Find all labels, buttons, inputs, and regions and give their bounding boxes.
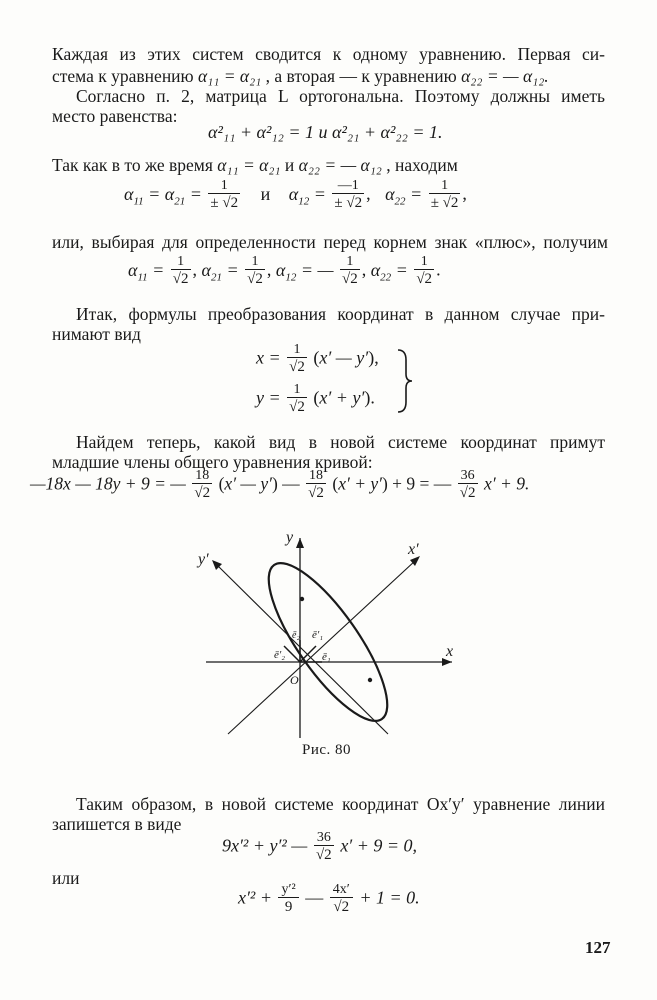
text-line: Согласно п. 2, матрица L ортогональна. Поэтому должны иметь [76,86,605,106]
e2-prime-vector [284,646,300,662]
label-origin: O [290,673,299,687]
text-line: младшие члены общего уравнения кривой: [52,452,373,472]
text-line: или, выбирая для определенности перед корнем знак «плюс», получим [52,232,608,252]
text-line: Таким образом, в новой системе координат Ox′y′ уравнение линии [76,794,605,814]
equation-x-transform: x = $\frac{1}{√2}$ (x′ — y′), [256,342,379,375]
label-x: x [446,643,454,660]
formula: α₁₁ = α₂₁ [198,66,262,86]
equation-lower-terms: —18x — 18y + 9 = — $\frac{18}{√2}$ (x′ — y′) — $\frac{18}{√2}$ (x′ + y′) + 9 = — $\frac{36}{√2}$ x′ + 9. [30,468,530,501]
page-number: 127 [585,938,611,957]
equation-y-transform: y = $\frac{1}{√2}$ (x′ + y′). [256,382,375,415]
y-prime-axis [216,564,388,734]
label-y-prime: y′ [198,551,209,568]
equation-alpha-plus: $\alpha_{11}$ = $\frac{1}{√2}$ , $\alpha_{21}$ = $\frac{1}{√2}$ , $\alpha_{12}$ = — $\frac{1}{√2}$ , $\alpha_{22}$ = $\frac{1}{√2}$ . [128,254,441,287]
equation-orthogonality: α²₁₁ + α²₁₂ = 1 и α²₂₁ + α²₂₂ = 1. [208,122,443,142]
text-line: место равенства: [52,106,178,126]
formula: α₂₂ = — α₁₂. [461,66,549,86]
equation-new-coords: 9x′² + y′² — $\frac{36}{√2}$ x′ + 9 = 0, [222,830,418,863]
text-line: Итак, формулы преобразования координат в данном случае при- [76,304,605,324]
text-line: Каждая из этих систем сводится к одному уравнению. Первая си- [52,44,605,64]
label-e2-prime: ē′₂ [274,649,286,661]
formula: α₁₁ = α₂₁ [217,155,281,175]
label-e1: ē₁ [322,651,331,663]
equation-normalized: x′² + $\frac{\text{y′²}}{9}$ — $\frac{4x'}{√2}$ + 1 = 0. [238,882,420,915]
ellipse-point [368,678,372,682]
text-line: стема к уравнению α₁₁ = α₂₁ , а вторая — к уравнению α₂₂ = — α₁₂. [52,66,549,86]
formula: α₂₂ = — α₁₂ [298,155,382,175]
label-e1-prime: ē′₁ [312,629,324,641]
text-line: Найдем теперь, какой вид в новой системе координат примут [76,432,605,452]
text-line: или [52,868,80,888]
label-e2: ē₂ [292,630,300,641]
text-line: Так как в то же время α₁₁ = α₂₁ и α₂₂ = — α₁₂ , находим [52,155,458,175]
figure-80 [180,528,480,740]
text-line: запишется в виде [52,814,182,834]
y-axis-arrow-icon [296,538,304,548]
figure-caption: Рис. 80 [302,742,352,758]
right-brace [394,348,414,414]
text-line: нимают вид [52,324,141,344]
label-x-prime: x′ [408,541,419,558]
equation-alpha-pm: $\alpha_{11} = \alpha_{21}$ = $\frac{1}{\pm √2}$ и $\alpha_{12}$ = $\frac{—1}{\pm √2}$ , $\alpha_{22}$ = $\frac{1}{\pm √2}$ , [124,178,467,211]
label-y: y [286,529,294,546]
ellipse-point [300,597,304,601]
